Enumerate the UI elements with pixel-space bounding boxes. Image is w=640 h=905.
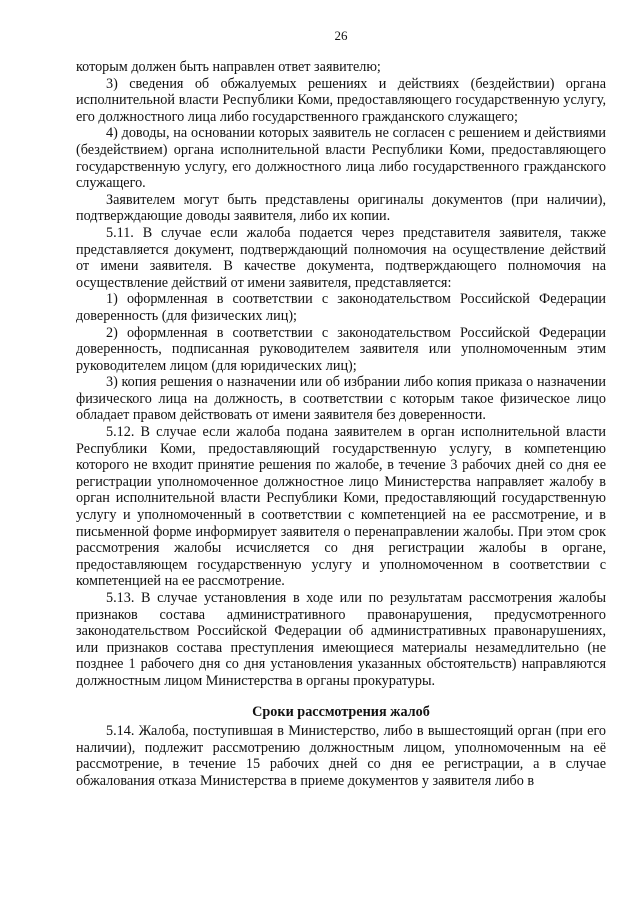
document-page [76,28,606,790]
paragraphs-after [76,723,606,789]
section-heading: Сроки рассмотрения жалоб [252,703,430,720]
paragraph: 5.13. В случае установления в ходе или по результатам рассмотрения жалобы признаков состава административного правонарушения, предусмотренного законодательством Российской Федерации об административных правонарушениях, или признаков состава преступления имеющиеся материалы незамедлительно (не позднее 1 рабочего дня со дня установления указанных обстоятельств) направляются должностным лицом Министерства в органы прокуратуры. [76,590,606,689]
paragraph: 5.11. В случае если жалоба подается через представителя заявителя, также представляется документ, подтверждающий полномочия на осуществление действий от имени заявителя. В качестве документа, подтверждающего полномочия на осуществление действий от имени заявителя, представляется: [76,224,606,291]
paragraph: 5.12. В случае если жалоба подана заявителем в орган исполнительной власти Республики Коми, предоставляющий государственную услугу, в компетенцию которого не входит принятие решения по жалобе, в течение 3 рабочих дней со дня ее регистрации уполномоченное должностное лицо Министерства направляет жалобу в орган исполнительной власти Республики Коми, предоставляющий государственную услугу и уполномоченный в соответствии с компетенцией на ее рассмотрение, и в письменной форме информирует заявителя о перенаправлении жалобы. При этом срок рассмотрения жалобы исчисляется со дня регистрации жалобы в органе, предоставляющем государственную услугу и уполномоченном в соответствии с компетенцией на ее рассмотрение. [76,424,606,590]
paragraph: 2) оформленная в соответствии с законодательством Российской Федерации доверенность, подписанная руководителем заявителя или уполномоченным этим руководителем лицом (для юридических лиц); [76,324,606,374]
paragraphs-before [76,59,606,690]
paragraph: 3) копия решения о назначении или об избрании либо копия приказа о назначении физического лица на должность, в соответствии с которым такое физическое лицо обладает правом действовать от имени заявителя без доверенности. [76,374,606,424]
paragraph: 4) доводы, на основании которых заявитель не согласен с решением и действиями (бездействием) органа исполнительной власти Республики Коми, предоставляющего государственную услугу, его должностного лица либо государственного гражданского служащего. [76,125,606,192]
paragraph: которым должен быть направлен ответ заявителю; [76,59,381,75]
page-number: 26 [334,28,348,43]
paragraph: 3) сведения об обжалуемых решениях и действиях (бездействии) органа исполнительной власти Республики Коми, предоставляющего государственную услугу, его должностного лица либо государственного гражданского служащего; [76,75,606,125]
paragraph: 1) оформленная в соответствии с законодательством Российской Федерации доверенность (для физических лиц); [76,291,606,324]
paragraph: Заявителем могут быть представлены оригиналы документов (при наличии), подтверждающие доводы заявителя, либо их копии. [76,191,606,225]
paragraph: 5.14. Жалоба, поступившая в Министерство, либо в вышестоящий орган (при его наличии), подлежит рассмотрению должностным лицом, уполномоченным на её рассмотрение, в течение 15 рабочих дней со дня ее регистрации, а в случае обжалования отказа Министерства в приеме документов у заявителя либо в [76,723,606,789]
